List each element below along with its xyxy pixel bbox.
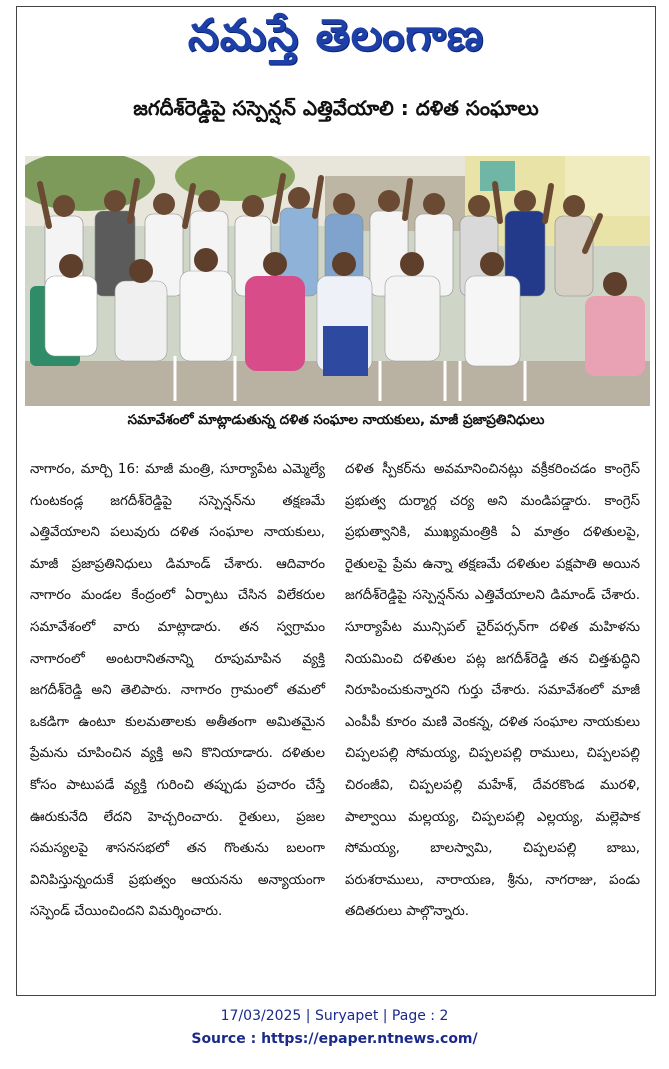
article-headline: జగదీశ్‌రెడ్డిపై సస్పెన్షన్ ఎత్తివేయాలి : దళిత సంఘాలు xyxy=(133,96,539,120)
footer-source-line: Source : https://epaper.ntnews.com/ xyxy=(191,1031,478,1047)
article-body-right: దళిత స్పీకర్‌ను అవమానించినట్లు వక్రీకరించడం కాంగ్రెస్ ప్రభుత్వ దుర్మార్గ చర్య అని మండిపడ్డారు. కాంగ్రెస్ ప్రభుత్వానికి, ముఖ్యమంత్రికి ఏ మాత్రం దళితులపై, రైతులపై ప్రేమ ఉన్నా తక్షణమే దళితుల పక్షపాతి అయిన జగదీశ్‌రెడ్డిపై సస్పెన్షన్‌ను ఎత్తివేయాలని డిమాండ్ చేశారు. సూర్యాపేట మున్సిపల్ చైర్‌పర్సన్‌గా దళిత మహిళను నియమించి దళితుల పట్ల జగదీశ్‌రెడ్డి తన చిత్తశుద్ధిని నిరూపించుకున్నారని గుర్తు చేశారు. సమావేశంలో మాజీ ఎంపీపీ కూరం మణి వెంకన్న, దళిత సంఘాల నాయకులు చిప్పలపల్లి సోమయ్య, చిప్పలపల్లి రాములు, చిప్పలపల్లి చిరంజీవి, చిప్పలపల్లి మహేశ్, దేవరకొండ మురళి, పాల్వాయి మల్లయ్య, చిప్పలపల్లి ఎల్లయ్య, మల్లెపాక సోమయ్య, బాలస్వామి, చిప్పలపల్లి బాబు, పరుశరాములు, నారాయణ, శ్రీను, నాగరాజు, పండు తదితరులు పాల్గొన్నారు. xyxy=(345,462,640,920)
article-photo xyxy=(25,156,650,406)
article-body-left: నాగారం, మార్చి 16: మాజీ మంత్రి, సూర్యాపేట ఎమ్మెల్యే గుంటకండ్ల జగదీశ్‌రెడ్డిపై సస్పెన్షన్‌ను తక్షణమే ఎత్తివేయాలని పలువురు దళిత సంఘాల నాయకులు, మాజీ ప్రజాప్రతినిధులు డిమాండ్ చేశారు. ఆదివారం నాగారం మండల కేంద్రంలో ఏర్పాటు చేసిన విలేకరుల సమావేశంలో వారు మాట్లాడారు. తన స్వగ్రామం నాగారంలో అంటరానితనాన్ని రూపుమాపిన వ్యక్తి జగదీశ్‌రెడ్డి అని తెలిపారు. నాగారం గ్రామంలో తమలో ఒకడిగా ఉంటూ కులమతాలకు అతీతంగా అమితమైన ప్రేమను చూపించిన వ్యక్తి అని కొనియాడారు. దళితుల కోసం పాటుపడే వ్యక్తి గురించి తప్పుడు ప్రచారం చేస్తే ఊరుకునేది లేదని హెచ్చరించారు. రైతులు, ప్రజల సమస్యలపై శాసనసభలో తన గొంతును బలంగా వినిపిస్తున్నందుకే ప్రభుత్వం ఆయనను అన్యాయంగా సస్పెండ్ చేయించిందని విమర్శించారు. xyxy=(30,462,325,920)
article-column-left xyxy=(30,454,325,928)
masthead-title: నమస్తే తెలంగాణ xyxy=(187,10,485,61)
newspaper-masthead xyxy=(16,8,656,74)
photo-caption: సమావేశంలో మాట్లాడుతున్న దళిత సంఘాల నాయకులు, మాజీ ప్రజాప్రతినిధులు xyxy=(127,412,545,428)
article-column-right xyxy=(345,454,640,928)
footer-date-line: 17/03/2025 | Suryapet | Page : 2 xyxy=(220,1008,449,1024)
